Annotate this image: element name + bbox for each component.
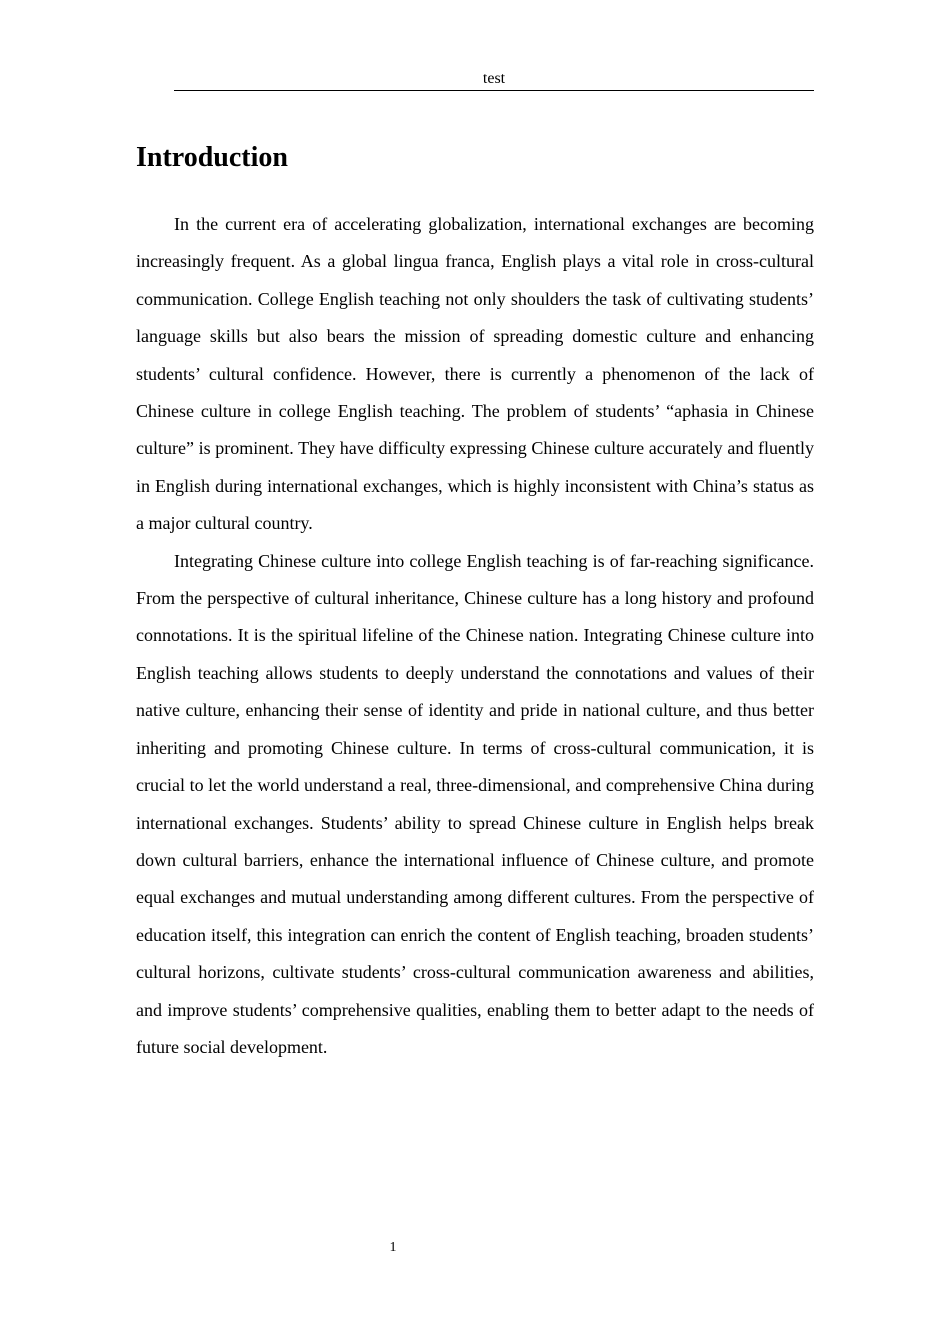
section-body [136, 206, 814, 1066]
section-heading: Introduction [136, 142, 288, 173]
running-header [174, 68, 814, 91]
running-header-title: test [482, 70, 506, 87]
body-paragraph: Integrating Chinese culture into college English teaching is of far-reaching significance. From the perspective of cultural inheritance, Chinese culture has a long history and profound connotations. It is the spiritual lifeline of the Chinese nation. Integrating Chinese culture into English teaching allows students to deeply understand the connotations and values of their native culture, enhancing their sense of identity and pride in national culture, and thus better inheriting and promoting Chinese culture. In terms of cross-cultural communication, it is crucial to let the world understand a real, three-dimensional, and comprehensive China during international exchanges. Students’ ability to spread Chinese culture in English helps break down cultural barriers, enhance the international influence of Chinese culture, and promote equal exchanges and mutual understanding among different cultures. From the perspective of education itself, this integration can enrich the content of English teaching, broaden students’ cultural horizons, cultivate students’ cross-cultural communication awareness and abilities, and improve students’ comprehensive qualities, enabling them to better adapt to the needs of future social development. [136, 550, 814, 1057]
body-paragraph: In the current era of accelerating globalization, international exchanges are becoming increasingly frequent. As a global lingua franca, English plays a vital role in cross-cultural communication. College English teaching not only shoulders the task of cultivating students’ language skills but also bears the mission of spreading domestic culture and enhancing students’ cultural confidence. However, there is currently a phenomenon of the lack of Chinese culture in college English teaching. The problem of students’ “aphasia in Chinese culture” is prominent. They have difficulty expressing Chinese culture accurately and fluently in English during international exchanges, which is highly inconsistent with China’s status as a major cultural country. [136, 214, 814, 534]
page-number: 1 [389, 1240, 397, 1255]
